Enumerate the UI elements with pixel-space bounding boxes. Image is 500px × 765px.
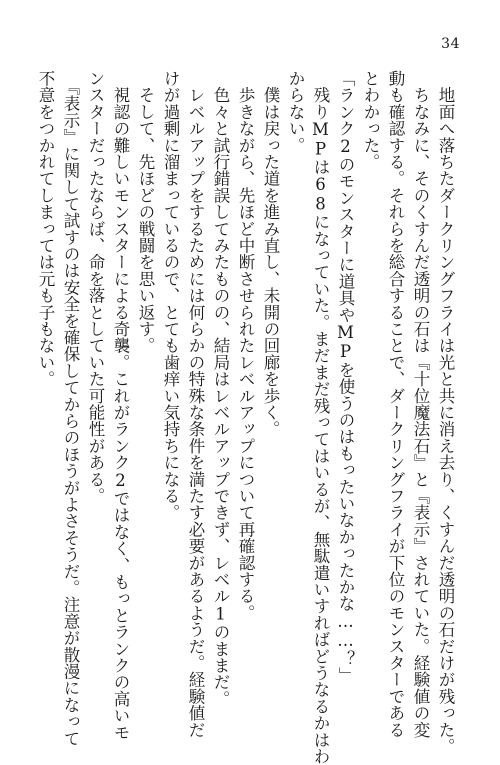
text-line: 動も確認する。それらを総合することで、ダークリングフライが下位のモンスターである	[386, 70, 405, 738]
text-line: レベルアップをするためには何らかの特殊な条件を満たす必要があるようだ。経験値だ	[186, 70, 205, 738]
text-line: そして、先ほどの戦闘を思い返す。	[136, 70, 155, 354]
text-line: 「ランク2のモンスターに道具やMPを使うのはもったいなかったかな……？」	[336, 70, 355, 684]
text-line: 色々と試行錯誤してみたものの、結局はレベルアップできず、レベル1のままだ。	[211, 70, 230, 708]
text-line: 僕は戻った道を進み直し、未開の回廊を歩く。	[261, 70, 280, 438]
text-line: からない。	[286, 70, 305, 154]
page-number: 34	[441, 36, 460, 52]
text-line: けが過剰に溜まっているので、とても歯痒い気持ちになる。	[161, 70, 180, 521]
text-line: 歩きながら、先ほど中断させられたレベルアップについて再確認する。	[236, 70, 255, 622]
text-line: とわかった。	[361, 70, 380, 171]
text-line: ちなみに、そのくすんだ透明の石は『十位魔法石』と『表示』されていた。経験値の変	[411, 70, 430, 738]
text-line: 視認の難しいモンスターによる奇襲。これがランク2ではなく、もっとランクの高いモ	[111, 70, 130, 741]
text-line: 残りMPは68になっていた。まだまだ残ってはいるが、無駄遣いすればどうなるかはわ	[311, 70, 330, 765]
text-line: ンスターだったならば、命を落としていた可能性がある。	[86, 70, 105, 505]
body-text	[36, 70, 458, 765]
text-line: 『表示』に関して試すのは安全を確保してからのほうがよさそうだ。注意が散漫になって	[61, 70, 80, 747]
text-line: 不意をつかれてしまっては元も子もない。	[36, 70, 55, 388]
text-line: 地面へ落ちたダークリングフライは光と共に消え去り、くすんだ透明の石だけが残った。	[436, 70, 455, 755]
